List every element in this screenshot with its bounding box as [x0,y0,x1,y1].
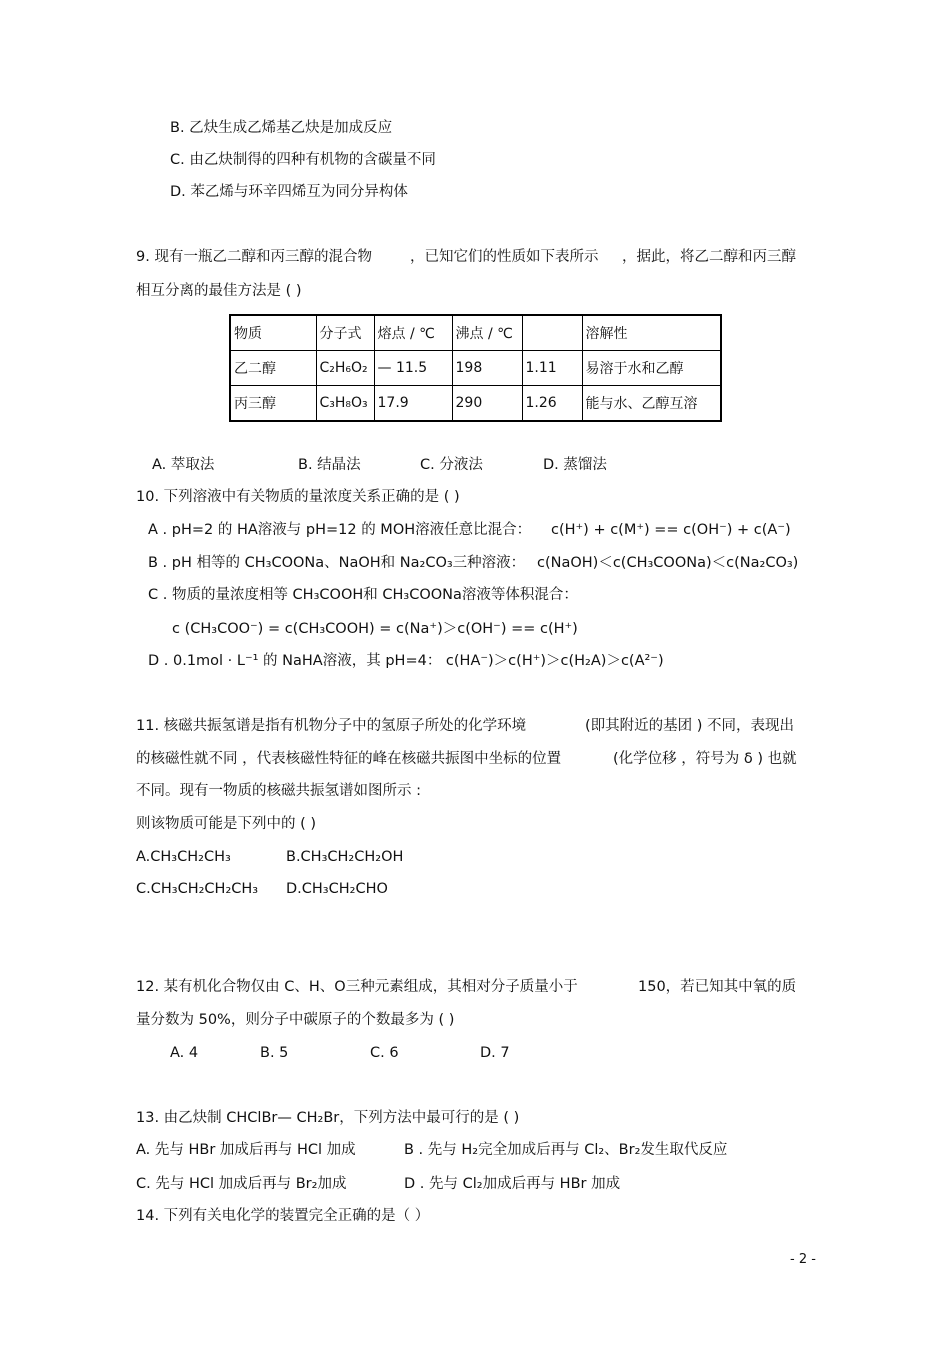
q9-stem-part2: ，已知它们的性质如下表所示 [410,249,599,265]
q11-option-b: B.CH₃CH₂CH₂OH [286,849,404,865]
q11-line1-part2: (即其附近的基团 ) 不同，表现出 [585,718,795,734]
q12-option-a: A. 4 [170,1045,199,1061]
q12-option-c: C. 6 [370,1045,399,1061]
table-row [230,386,721,422]
page-number: - 2 - [790,1252,816,1267]
q11-line2-part1: 的核磁性就不同 ，代表核磁性特征的峰在核磁共振图中坐标的位置 [136,751,562,767]
table-cell: 1.26 [522,386,582,422]
table-cell: — 11.5 [374,351,452,386]
table-cell: 丙三醇 [230,386,316,422]
q9-option-b: B. 结晶法 [298,457,361,473]
q9-option-c: C. 分液法 [420,457,483,473]
header-cell: 沸点 / ℃ [452,315,522,351]
header-cell: 分子式 [316,315,374,351]
q12-option-d: D. 7 [480,1045,510,1061]
q12-line2: 量分数为 50%，则分子中碳原子的个数最多为 ( ) [136,1012,455,1028]
header-cell: 熔点 / ℃ [374,315,452,351]
header-cell [522,315,582,351]
q9-stem-part1: 9. 现有一瓶乙二醇和丙三醇的混合物 [136,249,372,265]
q9-option-a: A. 萃取法 [152,457,215,473]
q11-line4: 则该物质可能是下列中的 ( ) [136,816,317,832]
q13-option-c: C. 先与 HCl 加成后再与 Br₂加成 [136,1176,347,1192]
table-cell: C₃H₈O₃ [316,386,374,422]
table-cell: 能与水、乙醇互溶 [582,386,721,422]
q10-option-d: D . 0.1mol · L⁻¹ 的 NaHA溶液，其 pH=4： c(HA⁻)＞c(H⁺)＞c(H₂A)＞c(A²⁻) [148,653,664,669]
q13-stem: 13. 由乙炔制 CHClBr— CH₂Br，下列方法中最可行的是 ( ) [136,1110,520,1126]
table-cell: 易溶于水和乙醇 [582,351,721,386]
table-row [230,351,721,386]
table-cell: 1.11 [522,351,582,386]
table-cell: 乙二醇 [230,351,316,386]
header-cell: 溶解性 [582,315,721,351]
q10-option-a-formula: c(H⁺) + c(M⁺) == c(OH⁻) + c(A⁻) [551,522,791,538]
q13-option-a: A. 先与 HBr 加成后再与 HCl 加成 [136,1142,356,1158]
q8-option-c: C. 由乙炔制得的四种有机物的含碳量不同 [170,152,436,168]
q10-option-c-formula: c (CH₃COO⁻) = c(CH₃COOH) = c(Na⁺)＞c(OH⁻) == c(H⁺) [172,621,578,637]
q10-option-b-formula: c(NaOH)＜c(CH₃COONa)＜c(Na₂CO₃) [537,555,799,571]
q11-option-d: D.CH₃CH₂CHO [286,881,388,897]
q10-option-a-text: A . pH=2 的 HA溶液与 pH=12 的 MOH溶液任意比混合： [148,522,532,538]
q11-line2-part2: (化学位移 ，符号为 δ ) 也就 [613,751,797,767]
q9-option-d: D. 蒸馏法 [543,457,607,473]
q8-option-b: B. 乙炔生成乙烯基乙炔是加成反应 [170,120,393,136]
q9-stem-part3: ，据此，将乙二醇和丙三醇 [622,249,796,265]
q10-option-c-text: C . 物质的量浓度相等 CH₃COOH和 CH₃COONa溶液等体积混合： [148,587,578,603]
q10-stem: 10. 下列溶液中有关物质的量浓度关系正确的是 ( ) [136,489,460,505]
table-cell: 290 [452,386,522,422]
q9-stem-line2: 相互分离的最佳方法是 ( ) [136,283,302,299]
table-cell: C₂H₆O₂ [316,351,374,386]
q12-line1-part2: 150，若已知其中氧的质 [638,979,797,995]
q12-option-b: B. 5 [260,1045,289,1061]
table-cell: 198 [452,351,522,386]
header-cell: 物质 [230,315,316,351]
q13-option-d: D . 先与 Cl₂加成后再与 HBr 加成 [404,1176,621,1192]
q11-option-a: A.CH₃CH₂CH₃ [136,849,231,865]
q11-line1-part1: 11. 核磁共振氢谱是指有机物分子中的氢原子所处的化学环境 [136,718,527,734]
q13-option-b: B . 先与 H₂完全加成后再与 Cl₂、Br₂发生取代反应 [404,1142,728,1158]
table-cell: 17.9 [374,386,452,422]
q11-option-c: C.CH₃CH₂CH₂CH₃ [136,881,259,897]
q8-option-d: D. 苯乙烯与环辛四烯互为同分异构体 [170,184,408,200]
q11-line3: 不同。现有一物质的核磁共振氢谱如图所示 : [136,783,421,799]
q10-option-b-text: B . pH 相等的 CH₃COONa、NaOH和 Na₂CO₃三种溶液： [148,555,526,571]
q12-line1-part1: 12. 某有机化合物仅由 C、H、O三种元素组成，其相对分子质量小于 [136,979,578,995]
q14-stem: 14. 下列有关电化学的装置完全正确的是（ ） [136,1208,430,1224]
table-header-row [230,315,721,351]
properties-table [229,314,722,422]
